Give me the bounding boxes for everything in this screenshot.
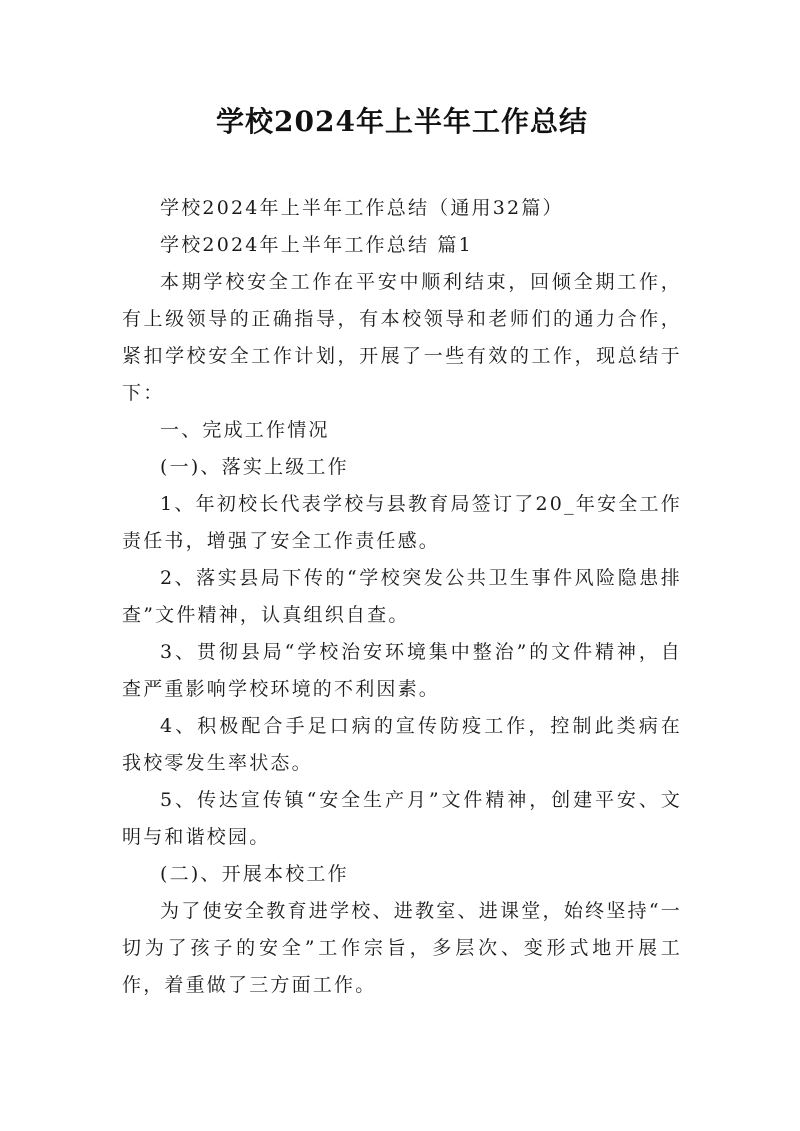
list-item-4: 4、积极配合手足口病的宣传防疫工作，控制此类病在我校零发生率状态。	[122, 715, 682, 774]
list-item-2: 2、落实县局下传的“学校突发公共卫生事件风险隐患排查”文件精神，认真组织自查。	[122, 567, 682, 626]
paragraph-section-label: 学校2024年上半年工作总结 篇1	[160, 234, 473, 256]
paragraph-subtitle: 学校2024年上半年工作总结（通用32篇）	[160, 197, 564, 219]
document-body	[122, 190, 682, 1004]
subheading-implement-superior-work: (一)、落实上级工作	[160, 456, 349, 478]
list-item-5: 5、传达宣传镇“安全生产月”文件精神，创建平安、文明与和谐校园。	[122, 789, 682, 848]
heading-work-completed: 一、完成工作情况	[160, 419, 330, 441]
list-item-3: 3、贯彻县局“学校治安环境集中整治”的文件精神，自查严重影响学校环境的不利因素。	[122, 641, 682, 700]
subheading-school-work: (二)、开展本校工作	[160, 863, 349, 885]
paragraph-intro: 本期学校安全工作在平安中顺利结束，回倾全期工作，有上级领导的正确指导，有本校领导和老师们的通力合作，紧扣学校安全工作计划，开展了一些有效的工作，现总结于下：	[122, 271, 682, 404]
document-title: 学校2024年上半年工作总结	[216, 105, 588, 138]
paragraph-safety-education: 为了使安全教育进学校、进教室、进课堂，始终坚持“一切为了孩子的安全”工作宗旨，多层次、变形式地开展工作，着重做了三方面工作。	[122, 900, 682, 996]
list-item-1: 1、年初校长代表学校与县教育局签订了20_年安全工作责任书，增强了安全工作责任感。	[122, 493, 682, 552]
